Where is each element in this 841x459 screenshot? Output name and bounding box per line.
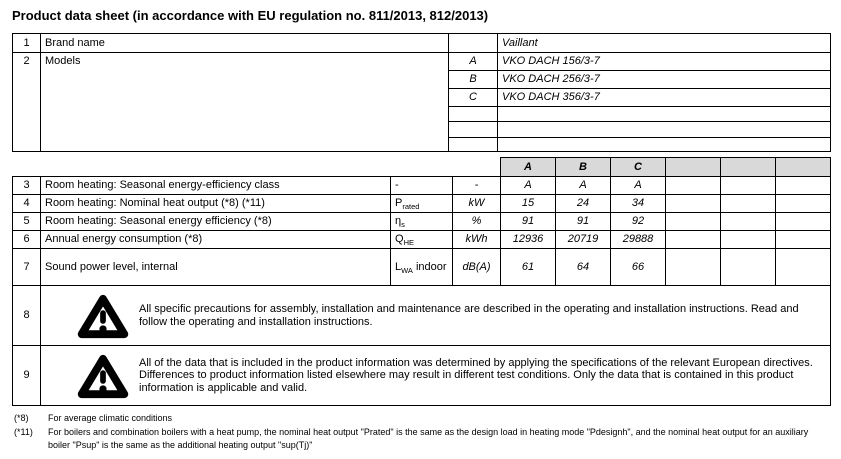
info-label: Brand name [41,34,449,53]
info-table [12,33,831,152]
column-header-empty [776,158,831,177]
column-header-empty [666,158,721,177]
row-number: 5 [13,213,41,231]
value-cell: 12936 [501,231,556,249]
info-value: VKO DACH 356/3-7 [498,89,831,107]
row-number: 3 [13,177,41,195]
footnote [14,426,832,453]
spec-row [13,195,831,213]
info-value: VKO DACH 256/3-7 [498,71,831,89]
value-cell [721,195,776,213]
info-value [498,122,831,138]
header-spacer [391,158,453,177]
row-number: 2 [13,53,41,152]
footnotes [14,412,832,453]
spec-label: Room heating: Nominal heat output (*8) (*11) [41,195,391,213]
value-cell: 34 [611,195,666,213]
column-header-c: C [611,158,666,177]
info-sub-label [449,34,498,53]
footnote-ref: (*11) [14,426,33,437]
spec-row [13,249,831,286]
footnote-text: For boilers and combination boilers with a heat pump, the nominal heat output "Prated" is the same as the design load in heating mode "Pdesignh", and the nominal heat output for an auxiliary boiler "Psup" is the same as the additional heating output "sup(Tj)" [48,426,809,450]
value-cell: 66 [611,249,666,286]
value-cell: 61 [501,249,556,286]
header-spacer [453,158,501,177]
value-cell [721,213,776,231]
value-cell [776,249,831,286]
spec-header-row [13,158,831,177]
note-row [13,286,831,346]
value-cell [666,213,721,231]
unit-cell: dB(A) [453,249,501,286]
info-row-model-a [13,53,831,71]
info-sub-label: B [449,71,498,89]
header-spacer [41,158,391,177]
column-header-empty [721,158,776,177]
value-cell [721,177,776,195]
info-value [498,107,831,122]
footnote-ref: (*8) [14,413,29,423]
value-cell [666,249,721,286]
row-number: 9 [13,346,41,406]
info-sub-label [449,107,498,122]
symbol-cell: $L_{WA}$ indoor [391,249,453,286]
unit-cell: kWh [453,231,501,249]
value-cell: 91 [556,213,611,231]
unit-cell: % [453,213,501,231]
spec-label: Annual energy consumption (*8) [41,231,391,249]
info-sub-label [449,122,498,138]
page-title: Product data sheet (in accordance with EU regulation no. 811/2013, 812/2013) [12,8,489,23]
info-value [498,138,831,152]
value-cell: 24 [556,195,611,213]
note-cell [41,286,831,346]
value-cell [666,195,721,213]
info-row-brand [13,34,831,53]
info-sub-label: A [449,53,498,71]
row-number: 1 [13,34,41,53]
unit-cell: kW [453,195,501,213]
unit-cell: - [453,177,501,195]
value-cell [666,231,721,249]
value-cell: 20719 [556,231,611,249]
value-cell [776,231,831,249]
symbol-cell: - [391,177,453,195]
header-spacer [13,158,41,177]
value-cell [721,249,776,286]
symbol-cell: $Q_{HE}$ [391,231,453,249]
value-cell: 91 [501,213,556,231]
info-value: Vaillant [498,34,831,53]
info-label: Models [41,53,449,152]
info-sub-label [449,138,498,152]
info-sub-label: C [449,89,498,107]
row-number: 8 [13,286,41,346]
footnote [14,412,832,426]
warning-triangle-icon [77,293,129,339]
spec-row [13,231,831,249]
value-cell [776,195,831,213]
value-cell [776,213,831,231]
value-cell [776,177,831,195]
value-cell: 15 [501,195,556,213]
spec-label: Sound power level, internal [41,249,391,286]
column-header-b: B [556,158,611,177]
spec-label: Room heating: Seasonal energy-efficiency class [41,177,391,195]
info-value: VKO DACH 156/3-7 [498,53,831,71]
spec-row [13,213,831,231]
value-cell: A [556,177,611,195]
value-cell [666,177,721,195]
note-cell [41,346,831,406]
symbol-cell: $P_{rated}$ [391,195,453,213]
value-cell: 29888 [611,231,666,249]
value-cell [721,231,776,249]
spec-label: Room heating: Seasonal energy efficiency (*8) [41,213,391,231]
spec-table [12,157,831,406]
value-cell: 92 [611,213,666,231]
value-cell: A [611,177,666,195]
row-number: 6 [13,231,41,249]
value-cell: 64 [556,249,611,286]
note-text: All of the data that is included in the product information was determined by applying the specifications of the relevant European directives. Differences to product information listed elsewhere may result in different test conditions. Only the data that is contained in this product information is applicable and valid. [139,356,813,394]
row-number: 4 [13,195,41,213]
note-text: All specific precautions for assembly, installation and maintenance are described in the operating and installation instructions. Read and follow the operating and installation instructions. [139,302,799,328]
warning-triangle-icon [77,353,129,399]
spec-row [13,177,831,195]
note-row [13,346,831,406]
symbol-cell: $\eta_s$ [391,213,453,231]
footnote-text: For average climatic conditions [48,413,173,423]
value-cell: A [501,177,556,195]
column-header-a: A [501,158,556,177]
row-number: 7 [13,249,41,286]
